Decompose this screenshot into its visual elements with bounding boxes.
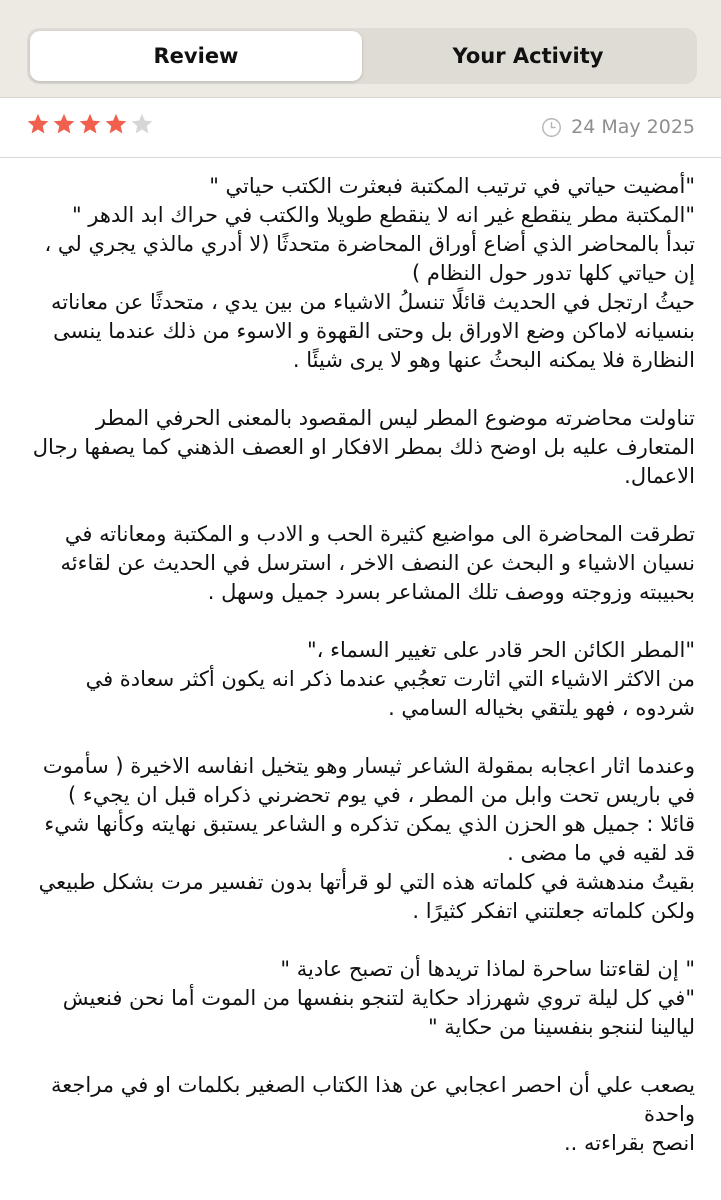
segmented-control [27, 28, 697, 84]
star-filled-icon [52, 112, 76, 136]
clock-icon [541, 117, 562, 138]
star-empty-icon [130, 112, 154, 136]
top-bar [0, 0, 721, 98]
star-filled-icon [104, 112, 128, 136]
star-filled-icon [78, 112, 102, 136]
star-rating [26, 112, 154, 136]
date-text: 24 May 2025 [571, 116, 695, 138]
review-meta-row [0, 100, 721, 158]
tab-your-activity[interactable]: Your Activity [452, 44, 604, 68]
star-filled-icon [26, 112, 50, 136]
review-date [541, 116, 695, 138]
review-text: "أمضيت حياتي في ترتيب المكتبة فبعثرت الكتب حياتي " "المكتبة مطر ينقطع غير انه لا ينقطع طويلا والكتب في حراك ابد الدهر " تبدأ بالمحاضر الذي أضاع أوراق المحاضرة متحدثًا (لا أدري مالذي يجري لي ، إن حياتي كلها تدور حول النظام ) حيثُ ارتجل في الحديث قائلًا تنسلُ الاشياء من بين يدي ، متحدثًا عن معاناته بنسيانه لاماكن وضع الاوراق بل وحتى القهوة و الاسوء من ذلك عندما ينسى النظارة فلا يمكنه البحثُ عنها وهو لا يرى شيئًا . تناولت محاضرته موضوع المطر ليس المقصود بالمعنى الحرفي المطر المتعارف عليه بل اوضح ذلك بمطر الافكار او العصف الذهني كما يصفها رجال الاعمال. تطرقت المحاضرة الى مواضيع كثيرة الحب و الادب و المكتبة ومعاناته في نسيان الاشياء و البحث عن النصف الاخر ، استرسل في الحديث عن لقاءئه بحبيبته وزوجته ووصف تلك المشاعر بسرد جميل وسهل . "المطر الكائن الحر قادر على تغيير السماء ،" من الاكثر الاشياء التي اثارت تعجُبي عندما ذكر انه يكون أكثر سعادة في شردوه ، فهو يلتقي بخياله السامي . وعندما اثار اعجابه بمقولة الشاعر ثيسار وهو يتخيل انفاسه الاخيرة ( سأموت في باريس تحت وابل من المطر ، في يوم تحضرني ذكراه قبل ان يجيء ) قائلا : جميل هو الحزن الذي يمكن تذكره و الشاعر يستبق نهايته وكأنها شيء قد لقيه في ما مضى . بقيتُ مندهشة في كلماته هذه التي لو قرأتها بدون تفسير مرت بشكل طبيعي ولكن كلماته جعلتني اتفكر كثيرًا . " إن لقاءتنا ساحرة لماذا تريدها أن تصبح عادية " "في كل ليلة تروي شهرزاد حكاية لتنجو بنفسها من الموت أما نحن فنعيش ليالينا لننجو بنفسينا من حكاية " يصعب علي أن احصر اعجابي عن هذا الكتاب الصغير بكلمات او في مراجعة واحدة انصح بقراءته .. [32, 174, 695, 1155]
tab-review[interactable]: Review [30, 31, 362, 81]
